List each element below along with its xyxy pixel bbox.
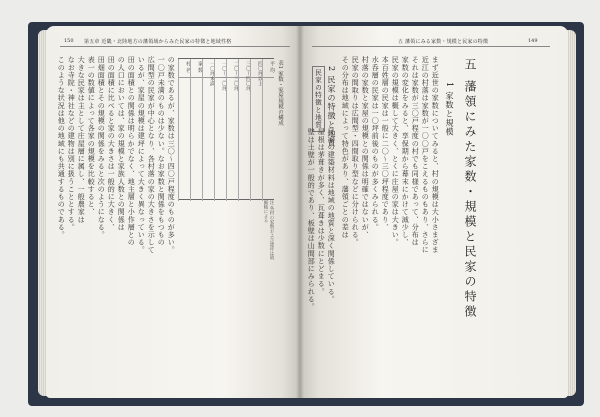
table-column: 二〇〜三〇坪	[226, 59, 238, 201]
section-title: 五 藩領にみた家数・規模と民家の特徴	[463, 58, 477, 320]
table-column: 一〇坪未満	[202, 59, 214, 201]
body-column: 壁は土壁が一般的であり、板壁は山間部にみられる。	[307, 128, 316, 311]
body-column: 広間型の民家が中心となり、各村落の家の大きさを示して	[147, 56, 156, 254]
left-running-header: 第五章 近畿・北陸地方の藩領域からみた民家の特徴と地域性格	[84, 39, 232, 45]
body-column: このような状況は他の地域にも共通するものである。	[57, 56, 66, 239]
body-column: の家数であるが、家数は三〇〜四〇戸程度のものが多い。	[167, 56, 176, 254]
table-column: 一〇〜二〇坪	[214, 59, 226, 201]
body-column: 田の面積との関係は明らかでなく、地主層と小作層との	[127, 56, 136, 246]
boxed-heading: 民家の特徴と地質	[312, 66, 325, 132]
table-column: 家 数	[190, 59, 202, 201]
body-column: なお寺院・神社などの建物は別に扱うこととする。	[67, 56, 76, 231]
table-column: 三〇〜四〇坪	[238, 59, 250, 201]
right-running-header: 五 藩領にみる家数・規模と民家の特徴	[398, 39, 489, 45]
body-column: 水呑層の民家は一〇坪前後のものが多くみられる。	[371, 56, 380, 231]
body-column: 近江の村落は家数が一〇〇戸をこえるものもあり、さらに	[421, 56, 430, 254]
body-column: 大きな民家は主として庄屋層に属し、一般農家は	[77, 56, 86, 224]
body-column: 民家の建築材料は地域の地質と深く関係している。	[327, 128, 336, 303]
body-column: まず近世の家数についてみると、村の規模は大小さまざま	[431, 56, 440, 254]
left-header-rule	[60, 46, 290, 47]
table-column: 村 名	[178, 59, 190, 201]
body-column: 本百姓層の民家は一般に二〇〜三〇坪程度であり、	[381, 56, 390, 231]
table-note: 注 各村の家数および建坪は明細帳による	[263, 200, 274, 260]
book-gutter	[296, 26, 304, 398]
right-header-rule	[312, 46, 550, 47]
body-column: 表一の数値によって各家の規模を比較すると、	[87, 56, 96, 216]
body-column: 民家の規模は概して大きく、とくに庄屋の家は大きい。	[391, 56, 400, 246]
data-table	[178, 58, 274, 200]
body-column: 田畑面積とその規模の関係をみると次のようになる。	[97, 56, 106, 239]
body-column: 家数の変化をみると、享保期から幕末にかけて減少し、	[401, 56, 410, 246]
body-column: 村落の家数と家屋の規模との関係は明確ではないが、	[361, 56, 370, 239]
table-column: 平 均	[262, 59, 274, 201]
body-column: 屋根は茅葺きが多く、瓦葺きは少数にとどまる。	[317, 128, 326, 296]
body-column: の人口においては、家の規模と家族人数との関係は	[117, 56, 126, 231]
left-page-number: 150	[64, 38, 74, 44]
subsection-heading: 1 家数と規模	[445, 82, 454, 137]
table-column: 四〇坪以上	[250, 59, 262, 201]
right-page-number: 149	[528, 38, 538, 44]
body-column: その分布は地域によって特色があり、藩領ごとの差は	[341, 56, 350, 239]
body-column: 一〇戸未満のものは少ない。なお家数と関係をもつもの	[157, 56, 166, 246]
body-column: 田の面積に比べると家の大きさは一般的に大きく、	[107, 56, 116, 231]
body-column: いるが、家屋の規模は建坪によって大きく異なっている。	[137, 56, 146, 254]
subsection-heading: 2 民家の特徴と地質	[327, 66, 336, 148]
table-caption: 表1 家数・家屋規模の構成	[277, 60, 283, 126]
body-column: 民家の間取りは広間型・四間取り型などに分けられる。	[351, 56, 360, 246]
body-column: それは家数が三〇戸程度の村でも同様であって、分布は	[411, 56, 420, 246]
